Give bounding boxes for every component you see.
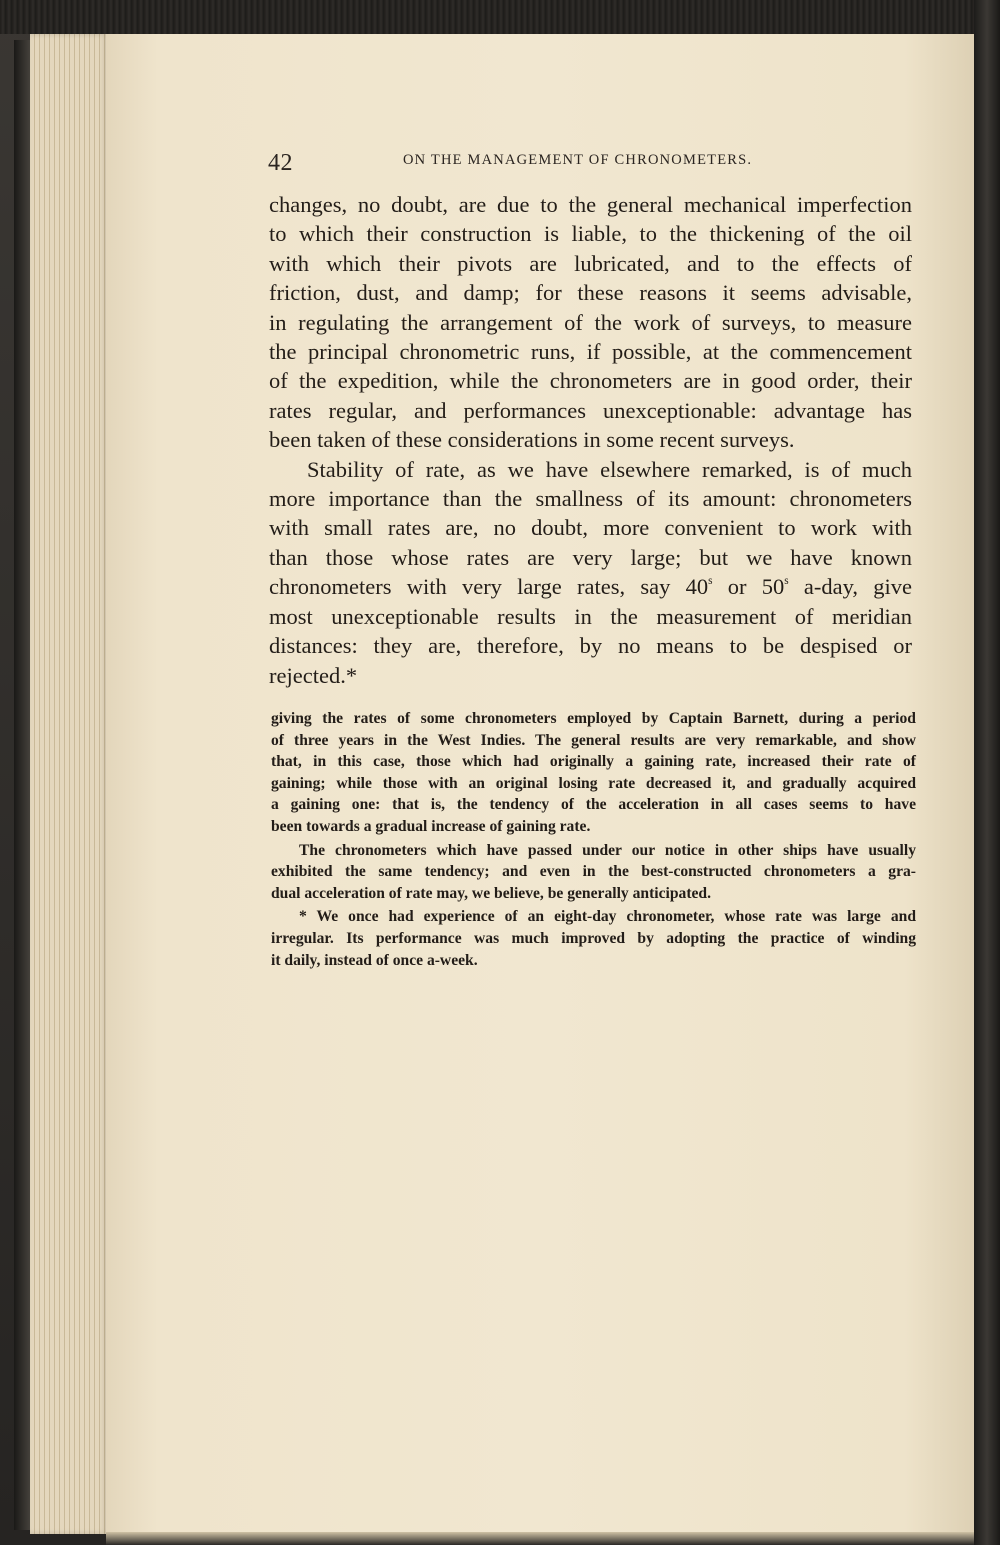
footnote-line: a gaining one: that is, the tendency of the acceleration in all cases seems to have bbox=[271, 796, 916, 814]
footnote-line: been towards a gradual increase of gaining rate. bbox=[271, 817, 591, 835]
footnotes bbox=[271, 708, 916, 973]
footnote-line: gaining; while those with an original losing rate decreased it, and gradually acquired bbox=[271, 774, 916, 792]
footnote-eight-day bbox=[271, 906, 916, 971]
footnote-line: The chronometers which have passed under our notice in other ships have usually bbox=[299, 841, 916, 859]
footnote-line: of three years in the West Indies. The general results are very remarkable, and show bbox=[271, 731, 916, 749]
superscript-seconds: s bbox=[708, 575, 713, 588]
footnote-line: exhibited the same tendency; and even in the best-constructed chronometers a gra- bbox=[271, 863, 916, 881]
page-header bbox=[268, 150, 788, 180]
text-fragment: a-day, give bbox=[788, 574, 912, 600]
footnote-line: that, in this case, those which had originally a gaining rate, increased their rate of bbox=[271, 753, 916, 771]
text-line: been taken of these considerations in some recent surveys. bbox=[269, 427, 795, 453]
text-line: rates regular, and performances unexceptionable: advantage has bbox=[269, 397, 912, 423]
footnote-tendency bbox=[271, 840, 916, 905]
text-line: distances: they are, therefore, by no means to be despised or bbox=[269, 633, 912, 659]
footnote-line: * We once had experience of an eight-day chronometer, whose rate was large and bbox=[299, 908, 916, 926]
text-line: friction, dust, and damp; for these reasons it seems advisable, bbox=[269, 280, 912, 306]
footnote-line: irregular. Its performance was much improved by adopting the practice of winding bbox=[271, 929, 916, 947]
cover-top-edge bbox=[0, 0, 1000, 34]
paragraph-stability bbox=[269, 455, 912, 690]
text-line: the principal chronometric runs, if possible, at the commencement bbox=[269, 339, 912, 365]
superscript-seconds: s bbox=[784, 575, 789, 588]
text-line: rejected.* bbox=[269, 662, 358, 688]
text-fragment: chronometers with very large rates, say 40 bbox=[269, 574, 709, 600]
text-line: changes, no doubt, are due to the general mechanical imperfection bbox=[269, 192, 912, 217]
text-line: more importance than the smallness of its amount: chronometers bbox=[269, 486, 912, 512]
running-head: ON THE MANAGEMENT OF CHRONOMETERS. bbox=[403, 152, 753, 168]
text-line-with-superscripts bbox=[269, 572, 912, 601]
text-line: than those whose rates are very large; but we have known bbox=[269, 544, 912, 570]
text-fragment: or 50 bbox=[712, 574, 785, 600]
page-stack-edge bbox=[30, 34, 108, 1534]
page-number: 42 bbox=[268, 150, 293, 176]
page-bottom-edge bbox=[106, 1532, 974, 1545]
main-text bbox=[269, 190, 912, 690]
cover-right-edge bbox=[974, 0, 1000, 1545]
footnote-line: dual acceleration of rate may, we believe, be generally anticipated. bbox=[271, 884, 711, 902]
footnote-line: giving the rates of some chronometers employed by Captain Barnett, during a period bbox=[271, 710, 916, 727]
text-line: with small rates are, no doubt, more convenient to work with bbox=[269, 515, 912, 541]
paragraph-continuation bbox=[269, 190, 912, 455]
text-line: with which their pivots are lubricated, and to the effects of bbox=[269, 250, 912, 276]
footnote-continuation bbox=[271, 708, 916, 838]
footnote-line: it daily, instead of once a-week. bbox=[271, 951, 478, 969]
text-line: of the expedition, while the chronometers are in good order, their bbox=[269, 368, 912, 394]
text-line: in regulating the arrangement of the work of surveys, to measure bbox=[269, 309, 912, 335]
text-line: to which their construction is liable, to the thickening of the oil bbox=[269, 221, 912, 247]
text-line: most unexceptionable results in the measurement of meridian bbox=[269, 603, 912, 629]
text-line: Stability of rate, as we have elsewhere remarked, is of much bbox=[307, 456, 912, 482]
